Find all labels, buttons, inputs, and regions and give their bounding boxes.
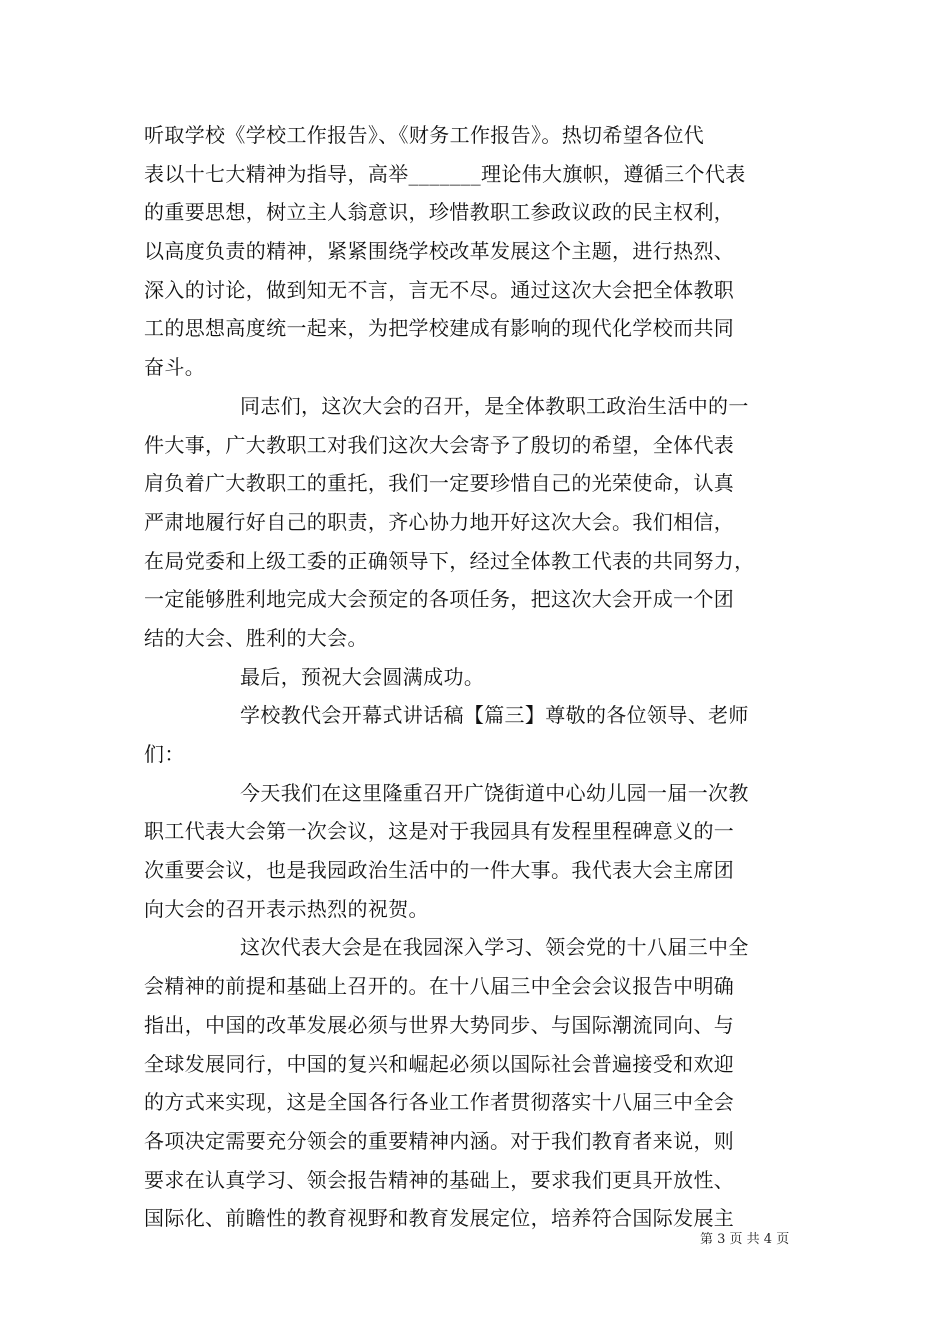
text-line: 在局党委和上级工委的正确领导下，经过全体教工代表的共同努力， (144, 548, 755, 573)
text-line: 次重要会议，也是我园政治生活中的一件大事。我代表大会主席团 (144, 858, 735, 883)
text-line: 最后，预祝大会圆满成功。 (240, 664, 485, 689)
text-line: 严肃地履行好自己的职责，齐心协力地开好这次大会。我们相信， (144, 509, 735, 534)
text-line: 向大会的召开表示热烈的祝贺。 (144, 896, 429, 921)
text-line: 今天我们在这里隆重召开广饶街道中心幼儿园一届一次教 (240, 780, 749, 805)
text-line: 工的思想高度统一起来，为把学校建成有影响的现代化学校而共同 (144, 316, 735, 341)
text-line: 深入的讨论，做到知无不言，言无不尽。通过这次大会把全体教职 (144, 277, 735, 302)
text-line: 件大事，广大教职工对我们这次大会寄予了殷切的希望，全体代表 (144, 432, 735, 457)
text-line: 指出，中国的改革发展必须与世界大势同步、与国际潮流同向、与 (144, 1012, 735, 1037)
body-text (144, 116, 816, 1238)
text-line: 一定能够胜利地完成大会预定的各项任务，把这次大会开成一个团 (144, 587, 735, 612)
text-line: 学校教代会开幕式讲话稿【篇三】尊敬的各位领导、老师 (240, 703, 749, 728)
text-line: 同志们，这次大会的召开，是全体教职工政治生活中的一 (240, 393, 749, 418)
text-line: 全球发展同行，中国的复兴和崛起必须以国际社会普遍接受和欢迎 (144, 1051, 735, 1076)
page-number: 第 3 页 共 4 页 (700, 1232, 790, 1247)
text-line: 的方式来实现，这是全国各行各业工作者贯彻落实十八届三中全会 (144, 1090, 735, 1115)
text-line: 国际化、前瞻性的教育视野和教育发展定位，培养符合国际发展主 (144, 1206, 735, 1231)
text-line: 以高度负责的精神，紧紧围绕学校改革发展这个主题，进行热烈、 (144, 239, 735, 264)
text-line: 要求在认真学习、领会报告精神的基础上，要求我们更具开放性、 (144, 1167, 735, 1192)
text-line: 的重要思想，树立主人翁意识，珍惜教职工参政议政的民主权利， (144, 200, 735, 225)
text-line: 职工代表大会第一次会议，这是对于我园具有发程里程碑意义的一 (144, 819, 735, 844)
text-line: 肩负着广大教职工的重托，我们一定要珍惜自己的光荣使命，认真 (144, 471, 735, 496)
text-line: 奋斗。 (144, 355, 206, 380)
text-line: 们： (144, 742, 185, 766)
text-line: 各项决定需要充分领会的重要精神内涵。对于我们教育者来说，则 (144, 1128, 735, 1153)
text-line: 结的大会、胜利的大会。 (144, 625, 368, 650)
text-line: 这次代表大会是在我园深入学习、领会党的十八届三中全 (240, 935, 749, 960)
text-line: 表以十七大精神为指导，高举_______理论伟大旗帜，遵循三个代表 (144, 161, 746, 186)
text-line: 会精神的前提和基础上召开的。在十八届三中全会会议报告中明确 (144, 974, 735, 999)
text-line: 听取学校《学校工作报告》、《财务工作报告》。热切希望各位代 (144, 123, 705, 147)
